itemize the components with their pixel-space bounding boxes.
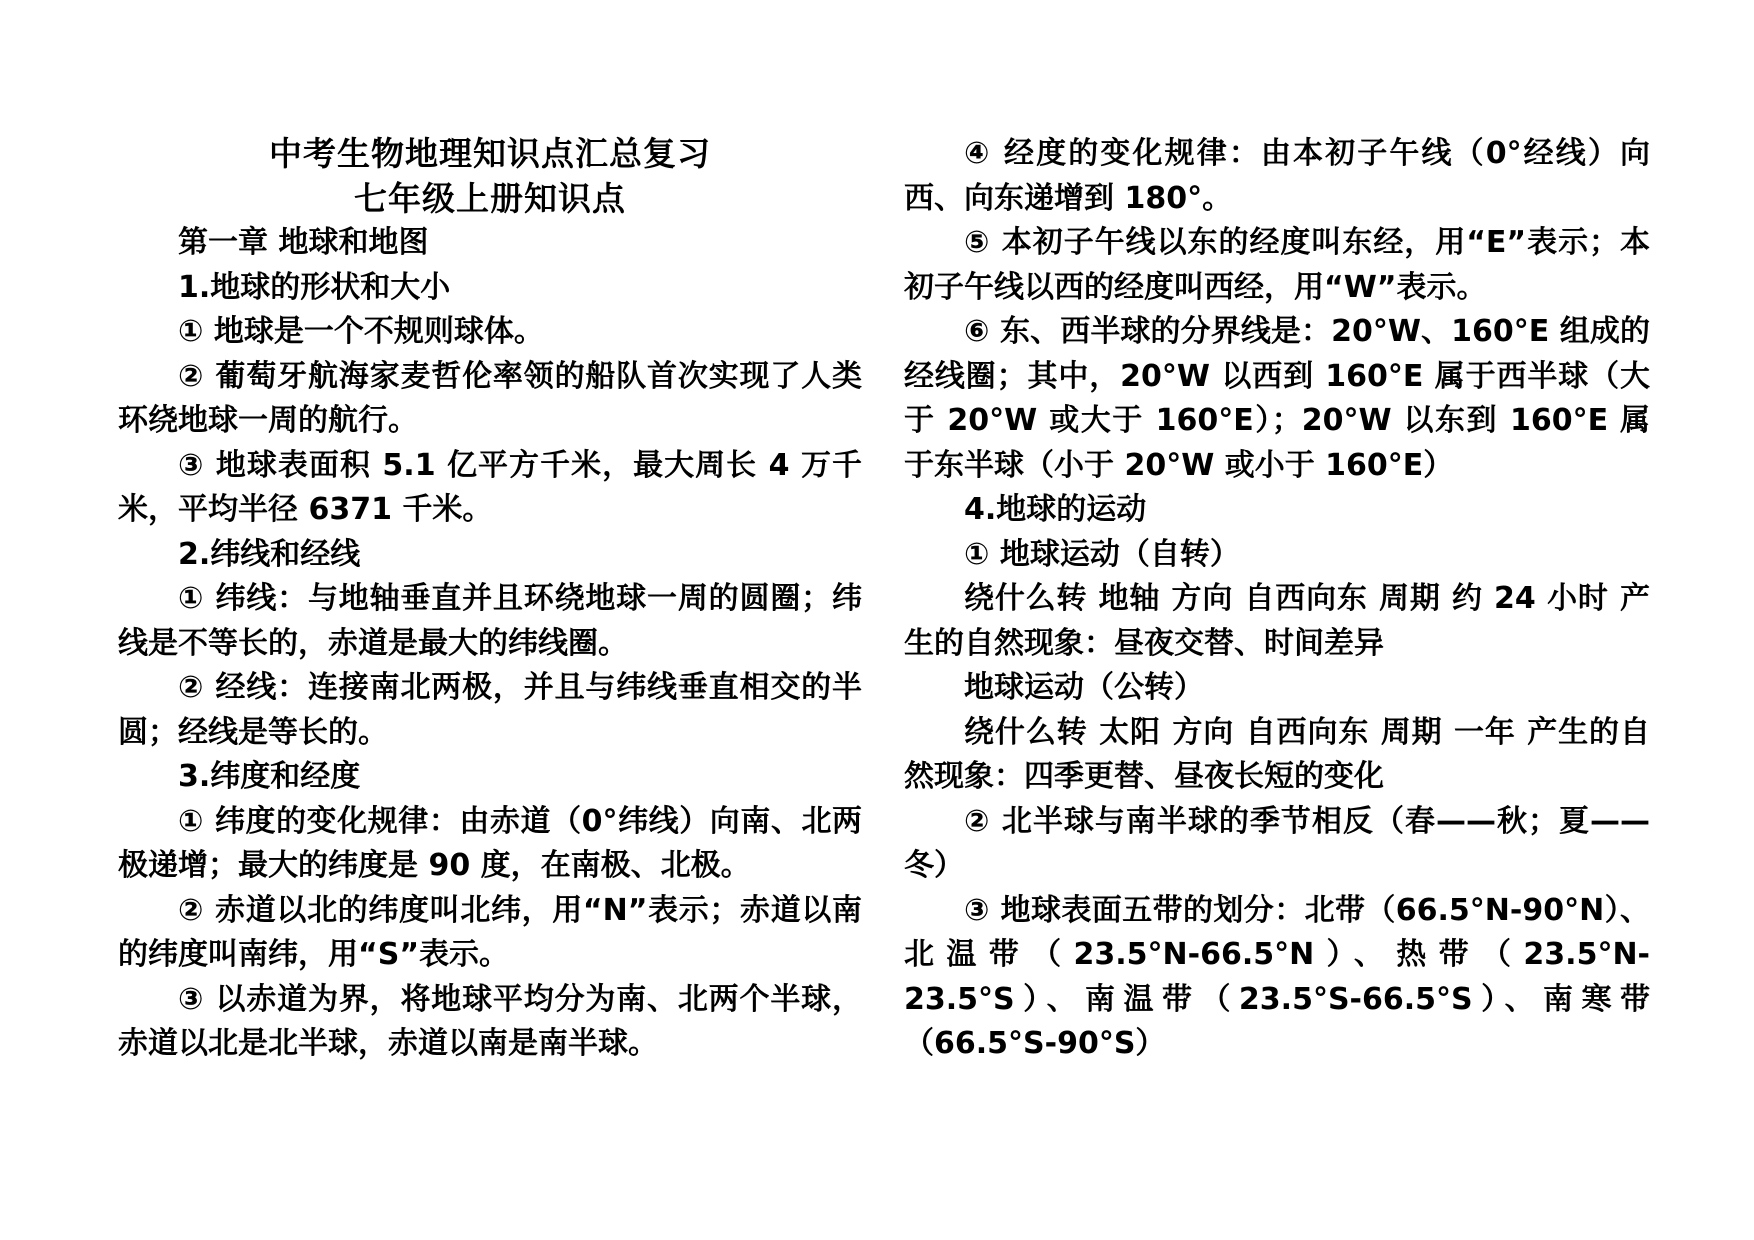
paragraph: 绕什么转 地轴 方向 自西向东 周期 约 24 小时 产生的自然现象：昼夜交替、时间差异 xyxy=(904,581,1650,661)
paragraph: ③ 以赤道为界，将地球平均分为南、北两个半球，赤道以北是北半球，赤道以南是南半球。 xyxy=(118,981,862,1061)
document-subtitle: 七年级上册知识点 xyxy=(354,178,626,218)
paragraph: ③ 地球表面积 5.1 亿平方千米，最大周长 4 万千米，平均半径 6371 千米。 xyxy=(118,447,862,527)
paragraph: ⑤ 本初子午线以东的经度叫东经，用“E”表示；本初子午线以西的经度叫西经，用“W”表示。 xyxy=(904,225,1650,305)
paragraph: ③ 地球表面五带的划分：北带（66.5°N-90°N）、北温带（23.5°N-66.5°N）、热带（23.5°N-23.5°S）、南温带（23.5°S-66.5°S）、南寒带（66.5°S-90°S） xyxy=(904,892,1650,1061)
right-column xyxy=(904,132,1650,1067)
paragraph: ① 纬线：与地轴垂直并且环绕地球一周的圆圈；纬线是不等长的，赤道是最大的纬线圈。 xyxy=(118,581,862,661)
paragraph: ① 地球是一个不规则球体。 xyxy=(178,314,544,349)
document-title: 中考生物地理知识点汇总复习 xyxy=(269,134,711,173)
paragraph: ② 赤道以北的纬度叫北纬，用“N”表示；赤道以南的纬度叫南纬，用“S”表示。 xyxy=(118,892,862,972)
section-heading-latitude-longitude-lines: 2.纬线和经线 xyxy=(178,536,361,572)
paragraph: ① 纬度的变化规律：由赤道（0°纬线）向南、北两极递增；最大的纬度是 90 度，在南极、北极。 xyxy=(118,803,862,883)
section-heading-latitude-longitude: 3.纬度和经度 xyxy=(178,759,361,794)
paragraph: ① 地球运动（自转） xyxy=(964,536,1240,572)
section-heading-earth-motion: 4.地球的运动 xyxy=(964,492,1147,527)
paragraph: 地球运动（公转） xyxy=(964,670,1204,705)
paragraph: 绕什么转 太阳 方向 自西向东 周期 一年 产生的自然现象：四季更替、昼夜长短的变化 xyxy=(904,714,1650,794)
chapter-heading: 第一章 地球和地图 xyxy=(178,225,429,260)
paragraph: ④ 经度的变化规律：由本初子午线（0°经线）向西、向东递增到 180°。 xyxy=(904,136,1650,216)
paragraph: ② 北半球与南半球的季节相反（春——秋；夏——冬） xyxy=(904,803,1650,883)
section-heading-earth-shape: 1.地球的形状和大小 xyxy=(178,269,451,305)
paragraph: ② 经线：连接南北两极，并且与纬线垂直相交的半圆；经线是等长的。 xyxy=(118,670,862,750)
paragraph: ⑥ 东、西半球的分界线是：20°W、160°E 组成的经线圈；其中，20°W 以西到 160°E 属于西半球（大于 20°W 或大于 160°E）；20°W 以东到 160°E 属于东半球（小于 20°W 或小于 160°E） xyxy=(904,314,1650,483)
left-column xyxy=(118,132,862,1067)
paragraph: ② 葡萄牙航海家麦哲伦率领的船队首次实现了人类环绕地球一周的航行。 xyxy=(118,358,862,438)
